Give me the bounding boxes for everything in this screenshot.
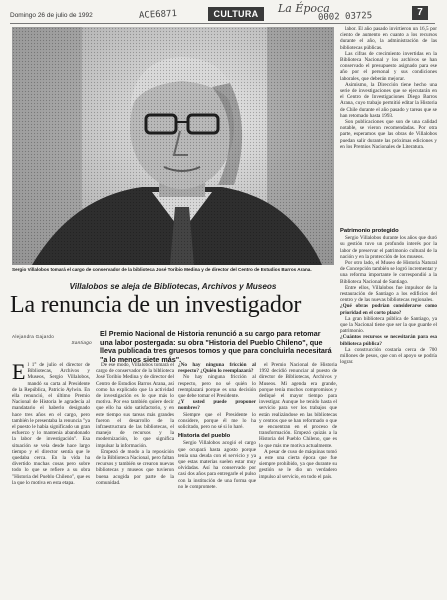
paragraph: l 1° de julio el director de Bibliotecas, Archivos y Museos, Sergio Villalobos, mandó su carta al Presidente de la República, Patricio Aylwin. En ella renunció, el último Premio Nacional de Historia le agradecía al mandatario el haberlo designado hace tres años en el cargo, pero también le presentaba la renuncia "ya el puesto le había significado un gran esfuerzo y lo mantenía abandonado la labor de investigación". Esa situación se veía desde hace largo tiempo y el director sentía que le quedaba cerca. En la vida ha divertido muchas cosas pero sobre todo lo que se refiere a su obra "Historia del Pueblo Chileno", que es la que lo motiva en esta etapa.	[12, 362, 90, 486]
right-column-top	[340, 26, 437, 150]
paragraph: A pesar de cuso de máquinas tomó a este una cierta época que fue siempre prohibido, ya que durante su gestión se le dio un verdadero impulso al servicio, en todo el país.	[259, 448, 337, 480]
byline	[12, 334, 92, 345]
dateline-city: Santiago	[71, 340, 92, 345]
handwritten-reference: ACE6871	[138, 9, 178, 21]
paragraph: el Premio Nacional de Historia 1992 decidió renunciar al puesto de director de Bibliotecas, Archivos y Museos. Mi agenda era grande, porque tenía muchos compromisos y dediqué el mayor tiempo para investigar. Aunque he tenido hasta el servicio para ver los trabajos que están realizándose en las bibliotecas y centros que se han reformado o que se encuentran en el proceso de transformación. Empezó quizás a la Historia del Pueblo Chileno, que es lo que más me motiva actualmente.	[259, 362, 337, 449]
paragraph: labor. El año pasado invirtieron un 16,5 por ciento de aumento en cuanto a los recursos durante el año, la administración de las bibliotecas públicas.	[340, 26, 437, 51]
paragraph: Son publicaciones que son de una calidad notable, se vieron recomendadas. Por otra parte, esperamos que las obras de Villalobos puedan salir durante las próximas ediciones y en los Premios Nacionales de Literatura.	[340, 119, 437, 150]
article-kicker: Villalobos se aleja de Bibliotecas, Archivos y Museos	[69, 282, 277, 291]
paragraph: Las cifras de crecimiento invertidas en la Biblioteca Nacional y los archivos se han conservado el presupuesto asignado para ese año por el personal y sus condiciones laborales, que deberán mejorar.	[340, 50, 437, 82]
photo-caption: Sergio Villalobos tomará el cargo de conservador de la biblioteca José Toribio Medina y de director del Centro de Estudios Barros Arana.	[12, 267, 312, 272]
portrait-illustration	[12, 27, 334, 265]
paragraph: Empezó de modo a la reposición de la Biblioteca Nacional, pero faltan recursos y también se crearon nuevas bibliotecas y museos que tuvieron buena acogida por parte de la comunidad.	[96, 448, 174, 486]
subheading: Historia del pueblo	[178, 433, 231, 440]
author-name: Alejandra Gajardo	[12, 334, 55, 339]
page-number: 7	[412, 6, 428, 20]
body-column-3	[178, 362, 256, 490]
section-label: CULTURA	[208, 7, 264, 21]
drop-cap: E	[12, 359, 26, 384]
paragraph: Sergio Villalobos acogió el cargo que ocupará hasta agosto porque tenía una deuda con el servicio y ya que estas materias suelen estar muy olvidadas. Así ha conservado por casi dos años para entregarle el pulso con la institución de una forma que no le compromete.	[178, 440, 256, 490]
article-headline: La renuncia de un investigador	[10, 292, 302, 318]
body-column-1	[12, 359, 90, 486]
interview-question: ¿No hay ninguna fricción al respecto? ¿Quién lo reemplazará?	[178, 362, 256, 375]
paragraph: Entre ellos, Villalobos fue impulsor de la restauración de Santiago a los edificios del centro y de las nuevas bibliotecas regionales.	[340, 284, 437, 304]
paragraph: Sergio Villalobos durante los años que duró su gestión tuvo un profundo interés por la labor de preservar el patrimonio cultural de la nación y en la protección de los museos.	[340, 235, 437, 260]
body-column-2	[96, 362, 174, 486]
publication-name: La Época	[278, 2, 330, 15]
article-deck: El Premio Nacional de Historia renunció a su cargo para retomar una labor postergada: su obra "Historia del Pueblo Chileno", que lleva publicada tres gruesos tomos y que para concluirla necesitará "a lo menos siete más".	[100, 329, 332, 364]
issue-date: Domingo 26 de julio de 1992	[10, 12, 93, 19]
paragraph: De ese modo, Villalobos tomará el cargo de conservador de la biblioteca José Toribio Medina y de director del Centro de Estudios Barros Arana, así como ha explicado que la actividad de investigación es lo que más lo motiva. Por eso también quiere decir que ello ha sido satisfactorio, y en este tiempo sus tareas más grandes fueron el desarrollo de la infraestructura de las bibliotecas, el manejo de recursos y la modernización, lo que significa impulsar la información.	[96, 362, 174, 449]
body-column-4	[259, 362, 337, 480]
interview-answer: No hay ninguna fricción al respecto, pero no sé quién lo reemplazará porque es una decisión que debe tomar el Presidente.	[178, 374, 256, 400]
interview-answer: Siempre que el Presidente lo considere, porque él me lo ha solicitado, pero no sé si lo haré.	[178, 411, 256, 431]
header-rule	[10, 23, 435, 24]
interview-answer: La gran biblioteca pública de Santiago, ya que la Nacional tiene que ser la que guarde el patrimonio.	[340, 315, 437, 335]
body-column-5	[340, 225, 437, 365]
portrait-photo	[12, 27, 334, 265]
interview-question: ¿Y usted puede proponer nombres?	[178, 399, 256, 412]
subheading: Patrimonio protegido	[340, 228, 399, 234]
paragraph: Por otro lado, el Museo de Historia Natural de Concepción también se logró incrementar y una reforma importante le correspondió a la Biblioteca Nacional de Santiago.	[340, 260, 437, 285]
interview-answer: La construcción costaría cerca de 700 millones de pesos, que con el apoyo se podría lograr.	[340, 346, 437, 366]
paragraph: Asimismo, la Dirección tiene hecho una serie de investigaciones que se ejecutarán en el Centro de Investigaciones Diego Barros Arana, cuyo trabajo permitió editar la Historia de Chile durante el año pasado y tareas que se han retomado hasta 1993.	[340, 81, 437, 119]
interview-question: ¿Qué obras podrían considerarse como prioridad en el corto plazo?	[340, 303, 437, 316]
handwritten-code: 0002 03725	[317, 11, 373, 23]
interview-question: ¿Cuántos recursos se necesitarán para esa biblioteca pública?	[340, 334, 437, 347]
